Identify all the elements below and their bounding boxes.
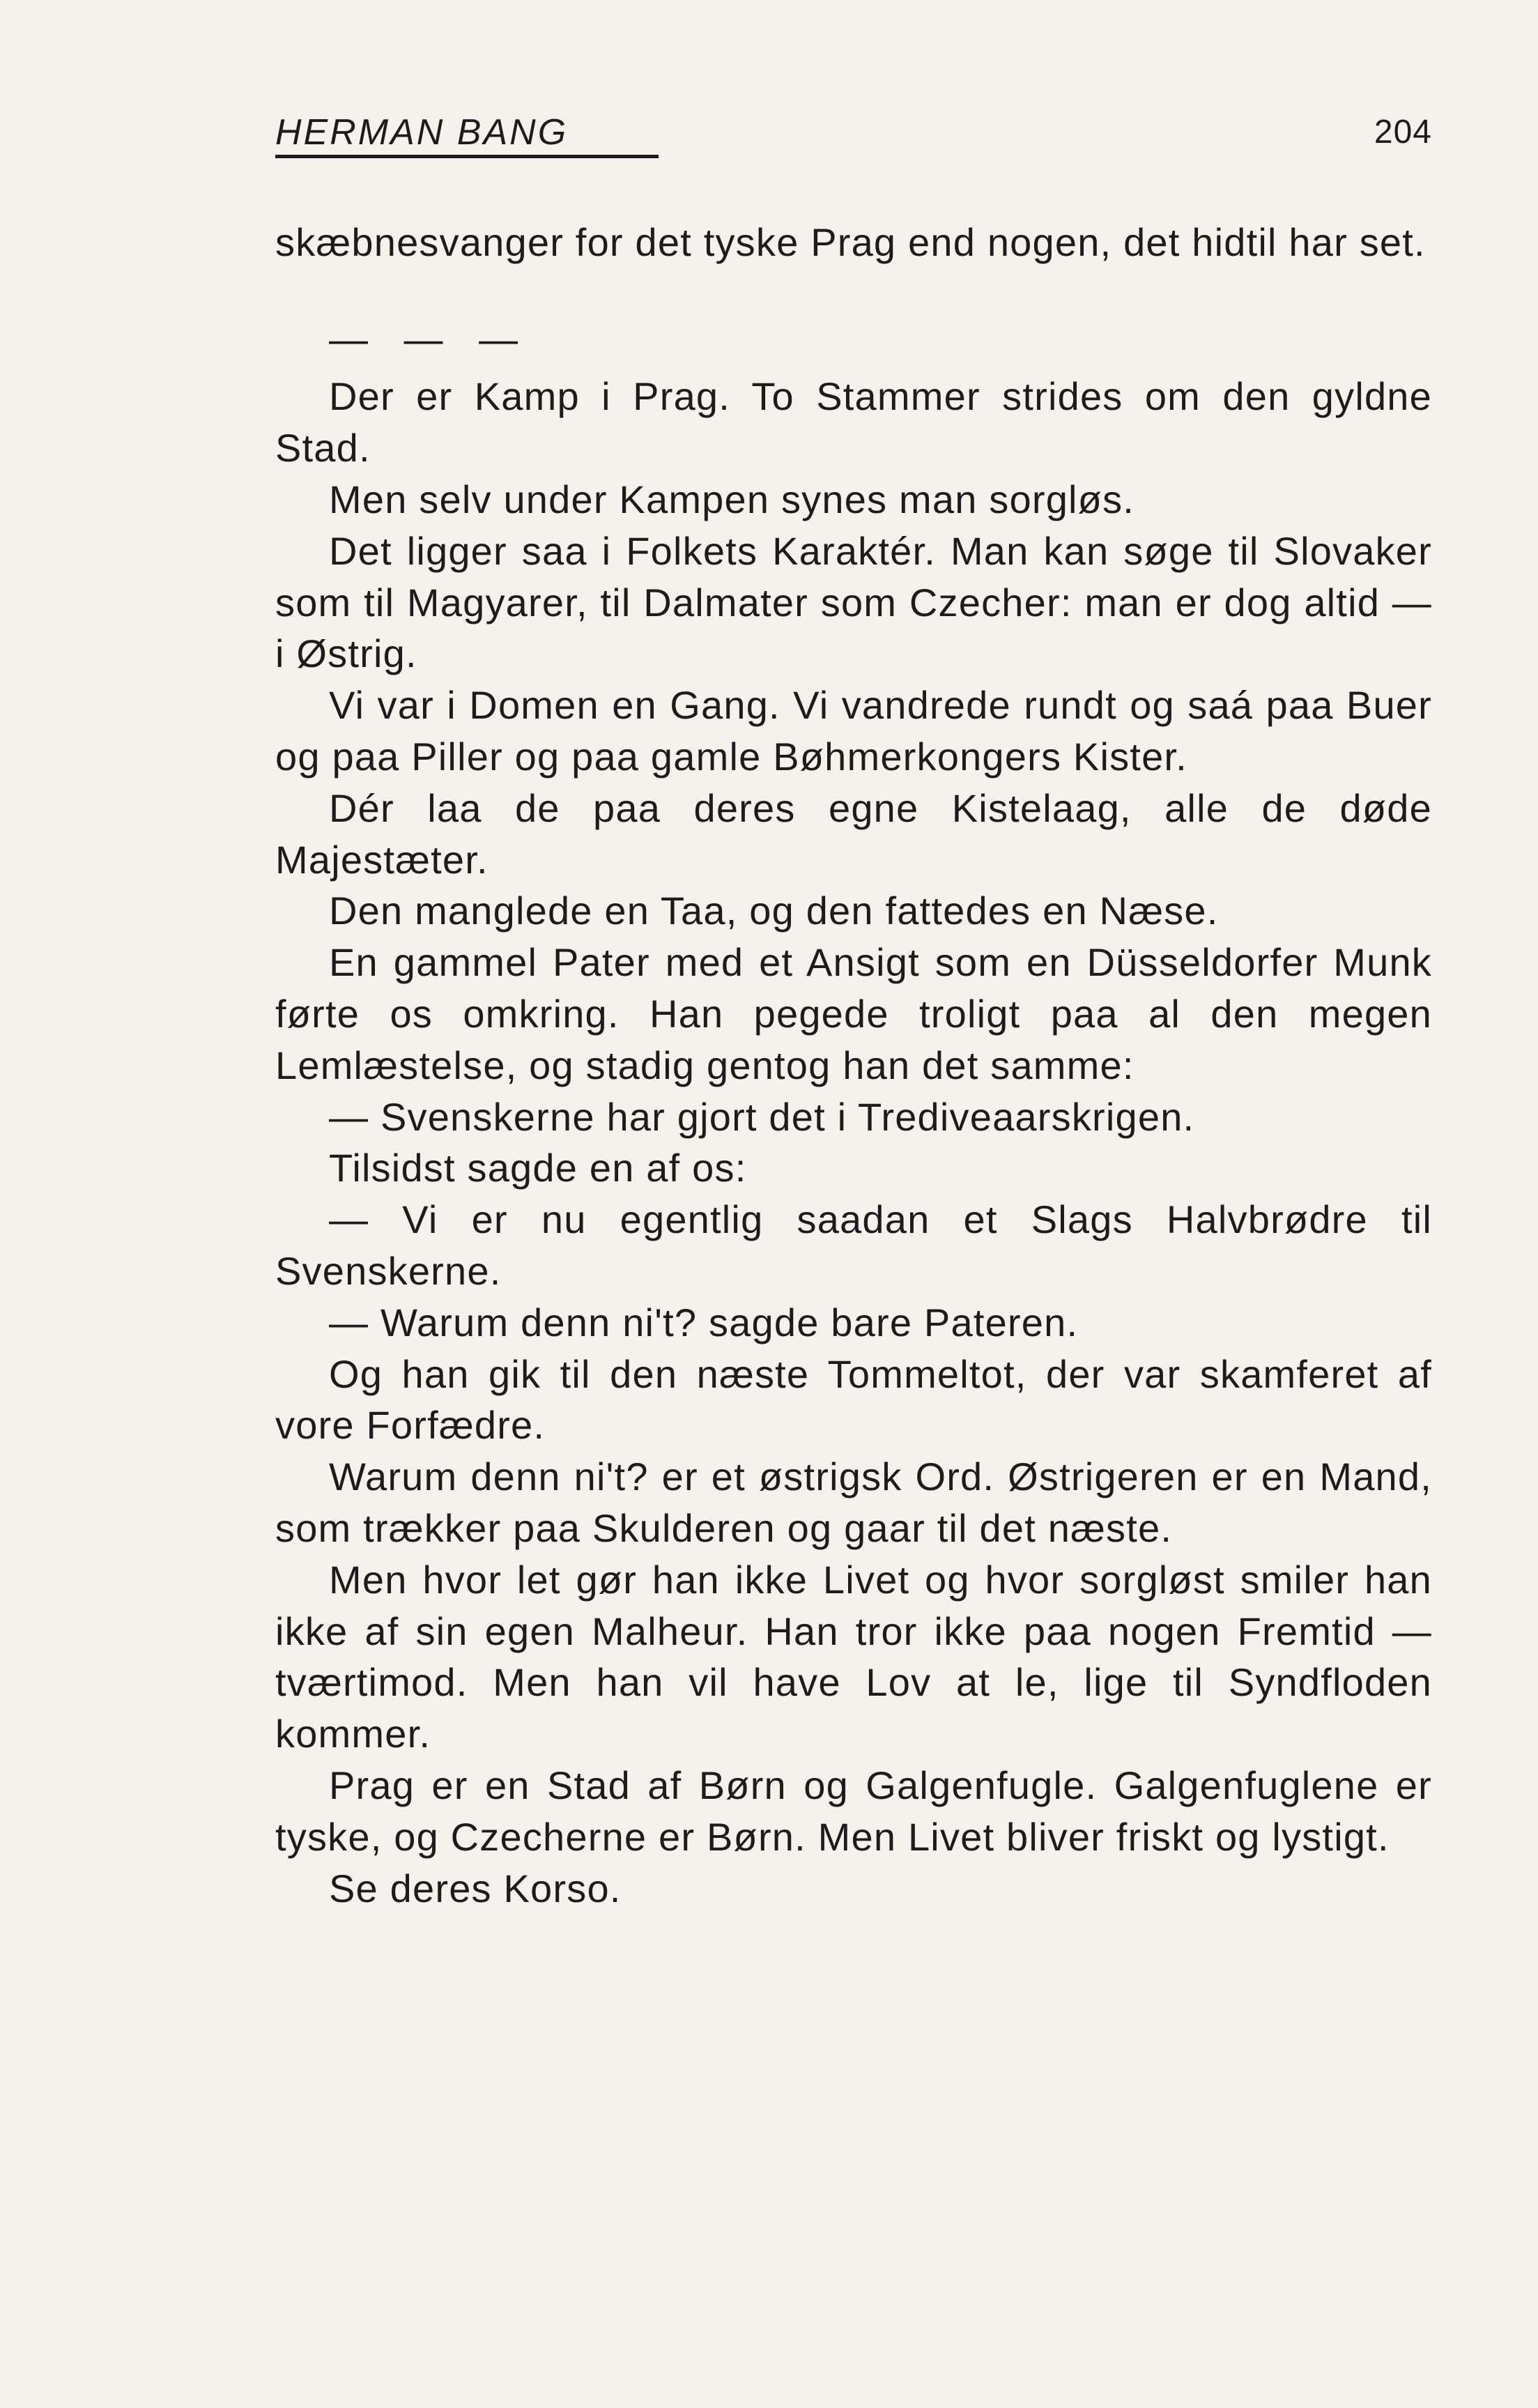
paragraph: Prag er en Stad af Børn og Galgenfugle. Galgenfuglene er tyske, og Czecherne er Børn. Men Livet bliver friskt og lystigt.	[275, 1763, 1432, 1859]
paragraph: Det ligger saa i Folkets Karaktér. Man kan søge til Slovaker som til Magyarer, til Dalmater som Czecher: man er dog altid — i Østrig.	[275, 528, 1432, 676]
paragraph: En gammel Pater med et Ansigt som en Düsseldorfer Munk førte os omkring. Han pegede troligt paa al den megen Lemlæstelse, og stadig gentog han det samme:	[275, 940, 1432, 1087]
running-head-rule	[275, 155, 659, 158]
paragraph: Men hvor let gør han ikke Livet og hvor sorgløst smiler han ikke af sin egen Malheur. Han tror ikke paa nogen Fremtid — tværtimod. Men han vil have Lov at le, lige til Syndfloden kommer.	[275, 1557, 1432, 1756]
page-number: 204	[1374, 114, 1432, 151]
paragraph: Den manglede en Taa, og den fattedes en Næse.	[329, 889, 1219, 933]
section-divider-dashes: — — —	[329, 316, 531, 361]
section-divider	[275, 268, 1432, 371]
paragraph: Tilsidst sagde en af os:	[329, 1146, 747, 1190]
paragraph: — Vi er nu egentlig saadan et Slags Halvbrødre til Svenskerne.	[275, 1197, 1432, 1293]
paragraph: Warum denn ni't? er et østrigsk Ord. Østrigeren er en Mand, som trækker paa Skulderen og gaar til det næste.	[275, 1455, 1432, 1550]
paragraph: Dér laa de paa deres egne Kistelaag, alle de døde Majestæter.	[275, 785, 1432, 882]
running-head: HERMAN BANG	[275, 112, 569, 153]
page-header	[275, 105, 1432, 160]
paragraph: Se deres Korso.	[329, 1866, 622, 1910]
paragraph: — Svenskerne har gjort det i Trediveaarskrigen.	[329, 1094, 1195, 1139]
paragraph: — Warum denn ni't? sagde bare Pateren.	[329, 1300, 1079, 1344]
paragraph: Men selv under Kampen synes man sorgløs.	[329, 477, 1135, 521]
body-text	[275, 217, 1432, 1914]
paragraph: Vi var i Domen en Gang. Vi vandrede rundt og saá paa Buer og paa Piller og paa gamle Bøhmerkongers Kister.	[275, 683, 1432, 779]
paragraph: Der er Kamp i Prag. To Stammer strides om den gyldne Stad.	[275, 374, 1432, 470]
paragraph: Og han gik til den næste Tommeltot, der var skamferet af vore Forfædre.	[275, 1351, 1432, 1448]
paragraph: skæbnesvanger for det tyske Prag end nogen, det hidtil har set.	[275, 220, 1426, 264]
